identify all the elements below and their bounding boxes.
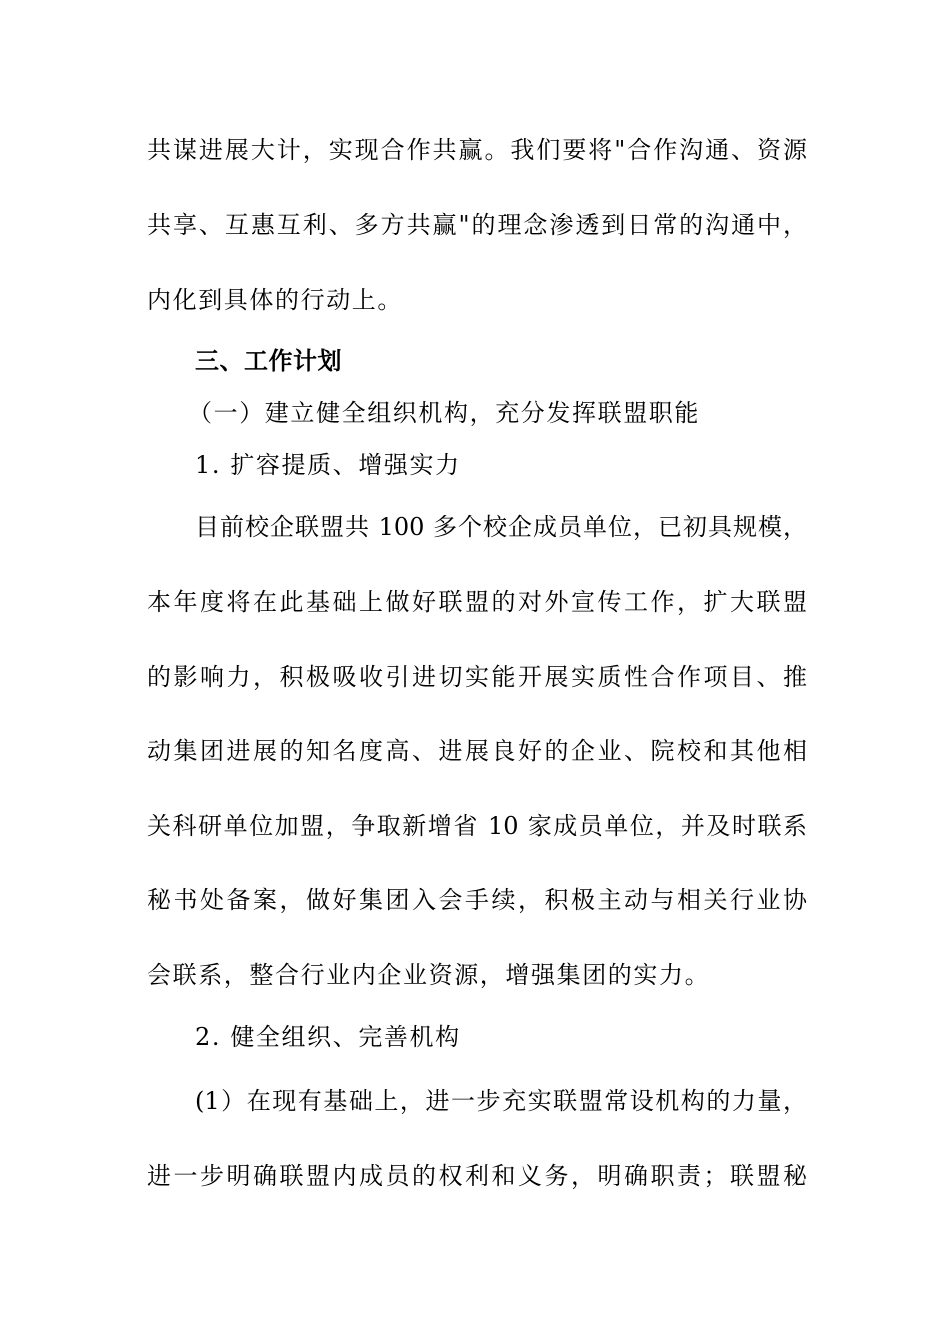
paragraph-line: 目前校企联盟共 100 多个校企成员单位，已初具规模， (195, 513, 807, 541)
paragraph-line: 会联系，整合行业内企业资源，增强集团的实力。 (147, 961, 711, 989)
paragraph-line: 本年度将在此基础上做好联盟的对外宣传工作，扩大联盟 (147, 588, 807, 616)
paragraph-line: 进一步明确联盟内成员的权利和义务，明确职责；联盟秘 (147, 1162, 807, 1190)
paragraph-line: 动集团进展的知名度高、进展良好的企业、院校和其他相 (147, 737, 807, 765)
subsection-heading: （一）建立健全组织机构，充分发挥联盟职能 (188, 399, 700, 427)
paragraph-line: 内化到具体的行动上。 (147, 286, 403, 314)
paragraph-line: 共享、互惠互利、多方共赢"的理念渗透到日常的沟通中， (147, 211, 807, 239)
paragraph-line: 共谋进展大计，实现合作共赢。我们要将"合作沟通、资源 (147, 136, 807, 164)
item-heading: 1. 扩容提质、增强实力 (195, 451, 461, 479)
paragraph-line: (1）在现有基础上，进一步充实联盟常设机构的力量， (195, 1087, 807, 1115)
paragraph-line: 秘书处备案，做好集团入会手续，积极主动与相关行业协 (147, 886, 807, 914)
section-heading: 三、工作计划 (195, 347, 342, 375)
paragraph-line: 的影响力，积极吸收引进切实能开展实质性合作项目、推 (147, 663, 807, 691)
item-heading: 2. 健全组织、完善机构 (195, 1023, 461, 1051)
paragraph-line: 关科研单位加盟，争取新增省 10 家成员单位，并及时联系 (147, 812, 807, 840)
